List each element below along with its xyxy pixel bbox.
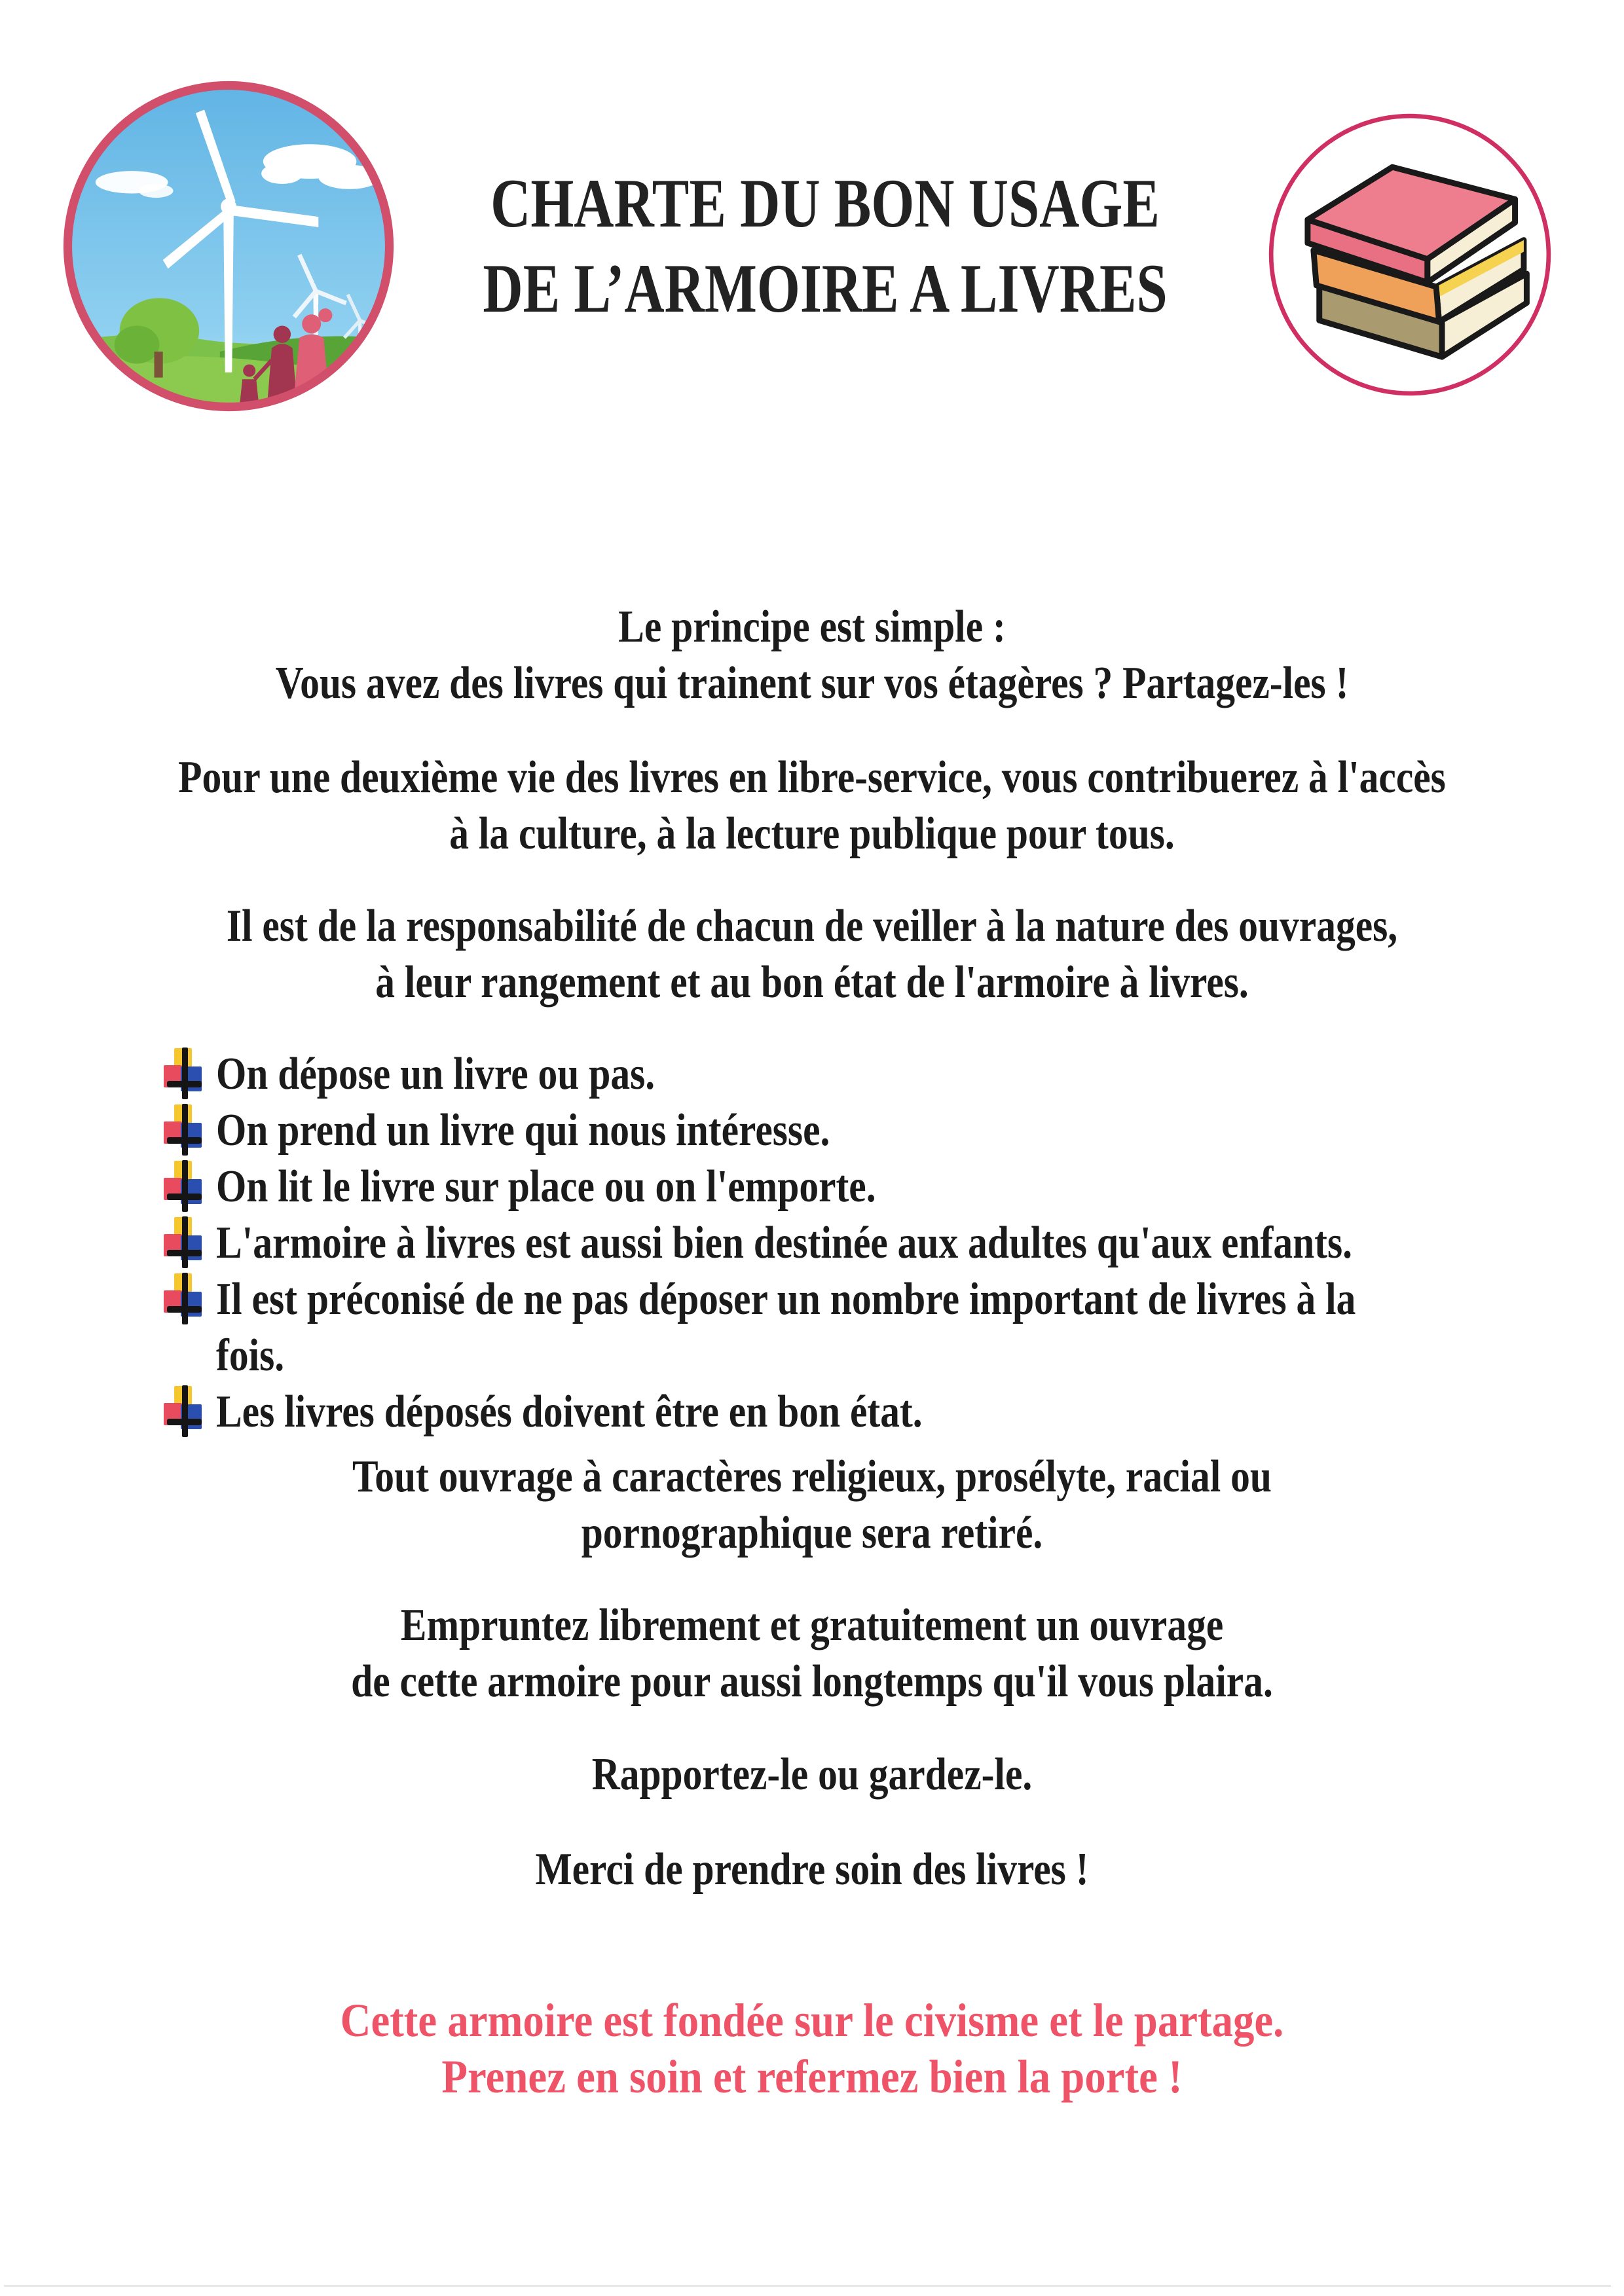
title-line-1: CHARTE DU BON USAGE: [490, 165, 1160, 242]
rule-text-continued: fois.: [216, 1330, 285, 1381]
wind-turbines-logo-svg: [56, 73, 401, 419]
list-item: [164, 1102, 1591, 1159]
intro-line-2: Vous avez des livres qui trainent sur vos étagères ? Partagez-les !: [275, 658, 1349, 708]
borrow-paragraph: [39, 1597, 1585, 1710]
intro-paragraph: [39, 599, 1585, 712]
return-line: Rapportez-le ou gardez-le.: [591, 1749, 1033, 1800]
rule-text: Les livres déposés doivent être en bon état.: [216, 1387, 923, 1437]
intro-line-1: Le principe est simple :: [618, 602, 1006, 652]
tricolor-arrow-bullet-icon: [164, 1160, 202, 1212]
book-stack-logo-svg: [1264, 109, 1556, 401]
page-title: [380, 161, 1270, 331]
second-life-line-1: Pour une deuxième vie des livres en libre-service, vous contribuerez à l'accès: [178, 752, 1446, 803]
tricolor-arrow-bullet-icon: [164, 1385, 202, 1438]
rules-list: [164, 1046, 1591, 1440]
responsibility-paragraph: [39, 898, 1585, 1011]
rule-text: On lit le livre sur place ou on l'emporte.: [216, 1161, 876, 1212]
scan-artifact-line: [4, 2285, 1611, 2287]
removal-paragraph: [39, 1449, 1585, 1561]
tricolor-arrow-bullet-icon: [164, 1048, 202, 1100]
second-life-paragraph: [39, 750, 1585, 862]
title-line-2: DE L’ARMOIRE A LIVRES: [483, 250, 1168, 327]
care-line: Merci de prendre soin des livres !: [535, 1844, 1089, 1895]
list-item: [164, 1159, 1591, 1215]
wind-turbines-logo-icon: [56, 73, 401, 419]
rule-text: On dépose un livre ou pas.: [216, 1049, 655, 1099]
rule-text: Il est préconisé de ne pas déposer un nombre important de livres à la: [216, 1274, 1356, 1324]
second-life-line-2: à la culture, à la lecture publique pour tous.: [449, 809, 1175, 859]
removal-line-1: Tout ouvrage à caractères religieux, prosélyte, racial ou: [352, 1451, 1272, 1502]
book-stack-logo-icon: [1264, 109, 1556, 401]
footer-line-2: Prenez en soin et refermez bien la porte !: [441, 2050, 1183, 2103]
tricolor-arrow-bullet-icon: [164, 1104, 202, 1156]
tricolor-arrow-bullet-icon: [164, 1273, 202, 1325]
care-paragraph: [39, 1842, 1585, 1898]
responsibility-line-2: à leur rangement et au bon état de l'armoire à livres.: [375, 957, 1249, 1008]
list-item: [164, 1384, 1591, 1440]
list-item: [164, 1046, 1591, 1102]
return-paragraph: [39, 1747, 1585, 1803]
footer-notice: [39, 1992, 1585, 2105]
borrow-line-2: de cette armoire pour aussi longtemps qu'il vous plaira.: [351, 1656, 1273, 1707]
rule-text: L'armoire à livres est aussi bien destinée aux adultes qu'aux enfants.: [216, 1218, 1353, 1268]
responsibility-line-1: Il est de la responsabilité de chacun de veiller à la nature des ouvrages,: [226, 901, 1398, 951]
rule-text: On prend un livre qui nous intéresse.: [216, 1105, 830, 1156]
list-item: [164, 1215, 1591, 1271]
footer-line-1: Cette armoire est fondée sur le civisme et le partage.: [340, 1994, 1284, 2047]
removal-line-2: pornographique sera retiré.: [581, 1508, 1043, 1558]
list-item: [164, 1271, 1591, 1384]
borrow-line-1: Empruntez librement et gratuitement un ouvrage: [400, 1600, 1224, 1650]
tricolor-arrow-bullet-icon: [164, 1216, 202, 1269]
